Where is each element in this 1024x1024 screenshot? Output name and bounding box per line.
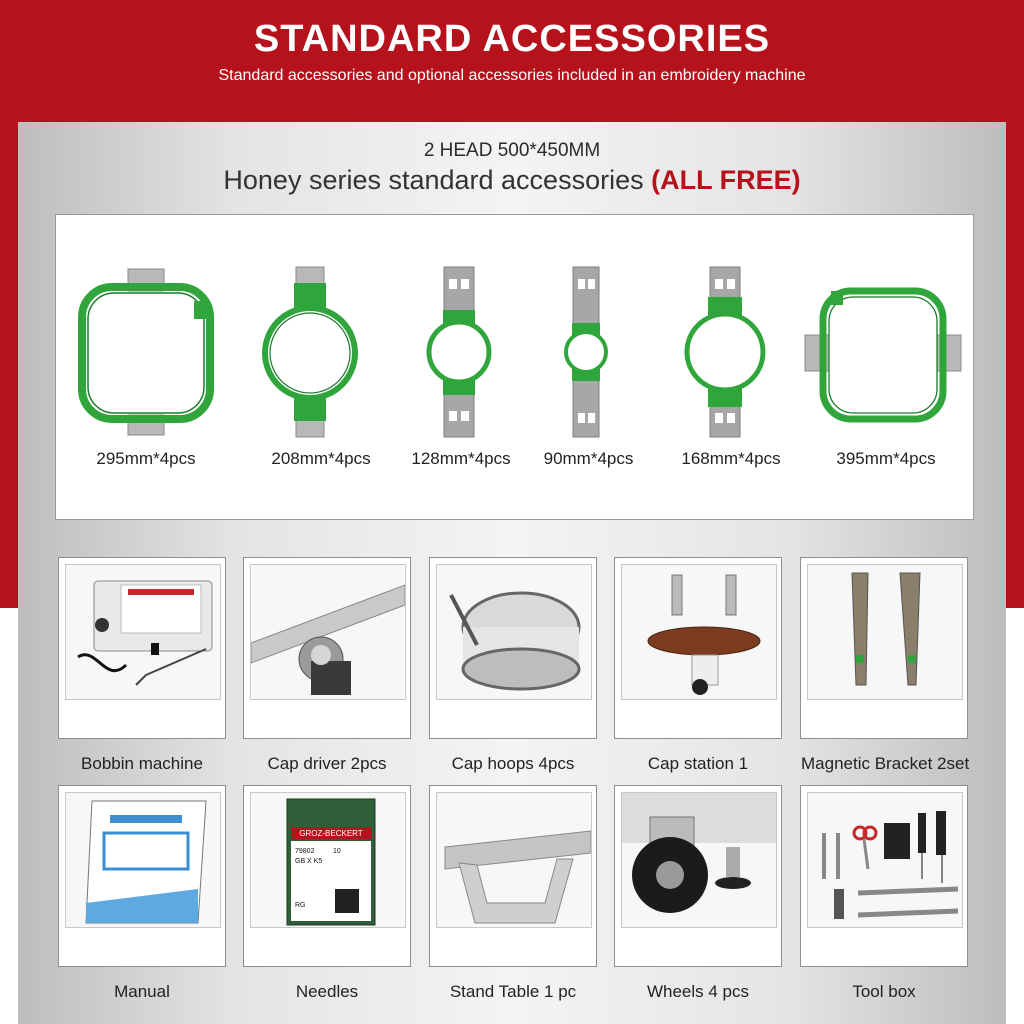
accessory-label: Wheels 4 pcs xyxy=(646,982,750,1001)
series-heading xyxy=(0,165,1024,196)
cap-station-image xyxy=(621,564,777,700)
hoop-label: 168mm*4pcs xyxy=(681,449,781,468)
accessory-card xyxy=(614,785,782,1001)
accessory-card xyxy=(429,785,597,1001)
bobbin-machine-image xyxy=(65,564,221,700)
cap-driver-image xyxy=(250,564,406,700)
tool-box-image xyxy=(807,792,963,928)
accessory-label: Cap station 1 xyxy=(647,754,749,773)
hoop-item xyxy=(526,215,651,519)
magnetic-bracket-image xyxy=(807,564,963,700)
cap-hoops-image xyxy=(436,564,592,700)
accessory-card xyxy=(58,785,226,1001)
hoop-item xyxy=(246,215,396,519)
needle-grade: RG xyxy=(295,902,306,909)
needle-brand: GROZ-BECKERT xyxy=(299,829,363,838)
accessory-label: Tool box xyxy=(852,982,916,1001)
needle-code: 79802 xyxy=(295,848,315,855)
manual-image xyxy=(65,792,221,928)
accessory-card xyxy=(58,557,226,773)
hoops-panel xyxy=(55,214,974,520)
banner-subtitle: Standard accessories and optional accessories included in an embroidery machine xyxy=(218,67,806,84)
hoop-item xyxy=(801,215,971,519)
round-hoop-icon xyxy=(526,265,651,440)
hoop-label: 128mm*4pcs xyxy=(411,449,511,468)
hoop-label: 395mm*4pcs xyxy=(836,449,936,468)
accessory-label: Cap driver 2pcs xyxy=(267,754,387,773)
accessory-label: Stand Table 1 pc xyxy=(449,982,577,1001)
wheels-image xyxy=(621,792,777,928)
series-spec: 2 HEAD 500*450MM xyxy=(423,140,601,161)
hoop-item xyxy=(56,215,236,519)
accessory-card xyxy=(243,557,411,773)
hoop-label: 295mm*4pcs xyxy=(96,449,196,468)
hoop-label: 90mm*4pcs xyxy=(543,449,634,468)
hoop-item xyxy=(396,215,526,519)
square-hoop-icon xyxy=(801,265,971,440)
series-title: Honey series standard accessories xyxy=(223,165,652,195)
accessory-card xyxy=(243,785,411,1001)
accessory-label: Manual xyxy=(114,982,170,1001)
accessory-label: Bobbin machine xyxy=(81,754,203,773)
banner-title: STANDARD ACCESSORIES xyxy=(253,18,771,60)
round-hoop-icon xyxy=(656,265,806,440)
needle-type: GB X K5 xyxy=(295,858,323,865)
accessory-label: Magnetic Bracket 2set xyxy=(801,754,970,773)
accessory-card xyxy=(429,557,597,773)
square-hoop-icon xyxy=(56,265,236,440)
needle-size: 10 xyxy=(333,848,341,855)
round-hoop-icon xyxy=(246,265,396,440)
hoop-label: 208mm*4pcs xyxy=(271,449,371,468)
accessory-card xyxy=(614,557,782,773)
accessory-card xyxy=(800,785,968,1001)
stand-table-image xyxy=(436,792,592,928)
accessory-card xyxy=(800,557,970,773)
hoop-item xyxy=(656,215,806,519)
round-hoop-icon xyxy=(396,265,526,440)
all-free-label: (ALL FREE) xyxy=(651,165,801,195)
accessory-label: Cap hoops 4pcs xyxy=(451,754,575,773)
accessory-label: Needles xyxy=(295,982,359,1001)
needles-image xyxy=(250,792,406,928)
